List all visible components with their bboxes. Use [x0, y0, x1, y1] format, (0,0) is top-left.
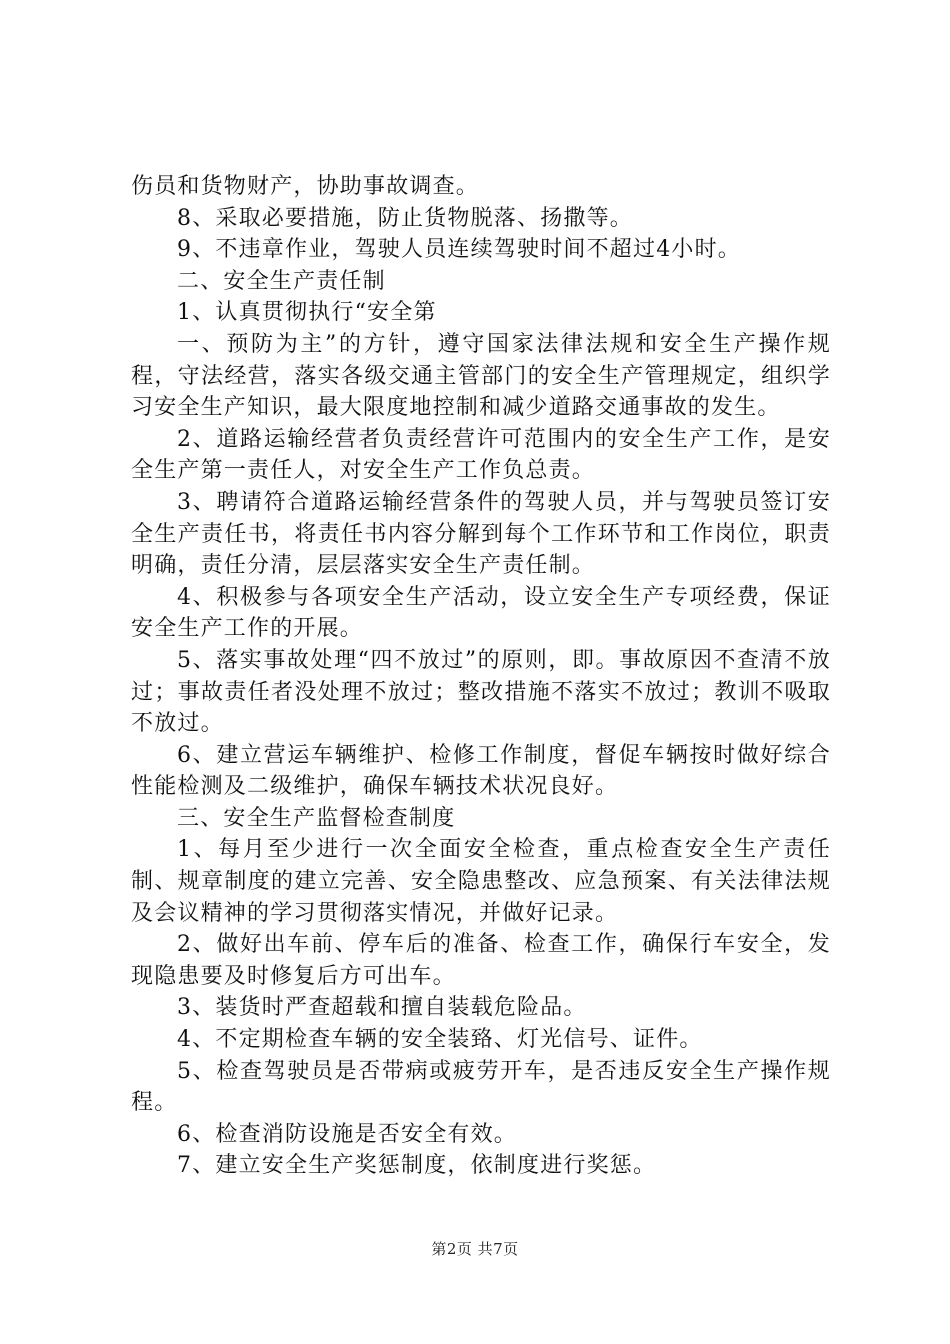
- paragraph: 7、建立安全生产奖惩制度，依制度进行奖惩。: [177, 1153, 657, 1179]
- paragraph: 2、做好出车前、停车后的准备、检查工作，确保行车安全，发现隐患要及时修复后方可出车。: [131, 932, 831, 989]
- paragraph: 1、认真贯彻执行“安全第: [177, 300, 437, 326]
- paragraph: 4、不定期检查车辆的安全装臵、灯光信号、证件。: [177, 1027, 703, 1053]
- paragraph: 4、积极参与各项安全生产活动，设立安全生产专项经费，保证安全生产工作的开展。: [131, 584, 831, 642]
- paragraph: 6、检查消防设施是否安全有效。: [177, 1121, 517, 1147]
- paragraph: 6、建立营运车辆维护、检修工作制度，督促车辆按时做好综合性能检测及二级维护，确保车辆技术状况良好。: [131, 742, 831, 800]
- paragraph: 8、采取必要措施，防止货物脱落、扬撒等。: [177, 205, 633, 231]
- paragraph: 伤员和货物财产，协助事故调查。: [131, 174, 480, 199]
- paragraph: 3、聘请符合道路运输经营条件的驾驶人员，并与驾驶员签订安全生产责任书，将责任书内容分解到每个工作环节和工作岗位，职责明确，责任分清，层层落实安全生产责任制。: [131, 489, 831, 579]
- page-number-footer: 第2页 共7页: [431, 1240, 519, 1258]
- paragraph: 1、每月至少进行一次全面安全检查，重点检查安全生产责任制、规章制度的建立完善、安全隐患整改、应急预案、有关法律法规及会议精神的学习贯彻落实情况，并做好记录。: [131, 837, 831, 926]
- paragraph: 5、落实事故处理“四不放过”的原则，即。事故原因不查清不放过；事故责任者没处理不放过；整改措施不落实不放过；教训不吸取不放过。: [131, 647, 831, 737]
- section-heading: 三、安全生产监督检查制度: [177, 805, 456, 831]
- paragraph: 5、检查驾驶员是否带病或疲劳开车，是否违反安全生产操作规程。: [131, 1058, 831, 1116]
- paragraph: 3、装货时严查超载和擅自装载危险品。: [177, 995, 587, 1021]
- paragraph: 9、不违章作业，驾驶人员连续驾驶时间不超过4小时。: [177, 237, 741, 263]
- section-heading: 二、安全生产责任制: [177, 268, 386, 294]
- document-body: [131, 171, 831, 1182]
- paragraph: 2、道路运输经营者负责经营许可范围内的安全生产工作，是安全生产第一责任人，对安全生产工作负总责。: [131, 426, 831, 484]
- paragraph: 一、预防为主”的方针，遵守国家法律法规和安全生产操作规程，守法经营，落实各级交通主管部门的安全生产管理规定，组织学习安全生产知识，最大限度地控制和减少道路交通事故的发生。: [131, 331, 831, 421]
